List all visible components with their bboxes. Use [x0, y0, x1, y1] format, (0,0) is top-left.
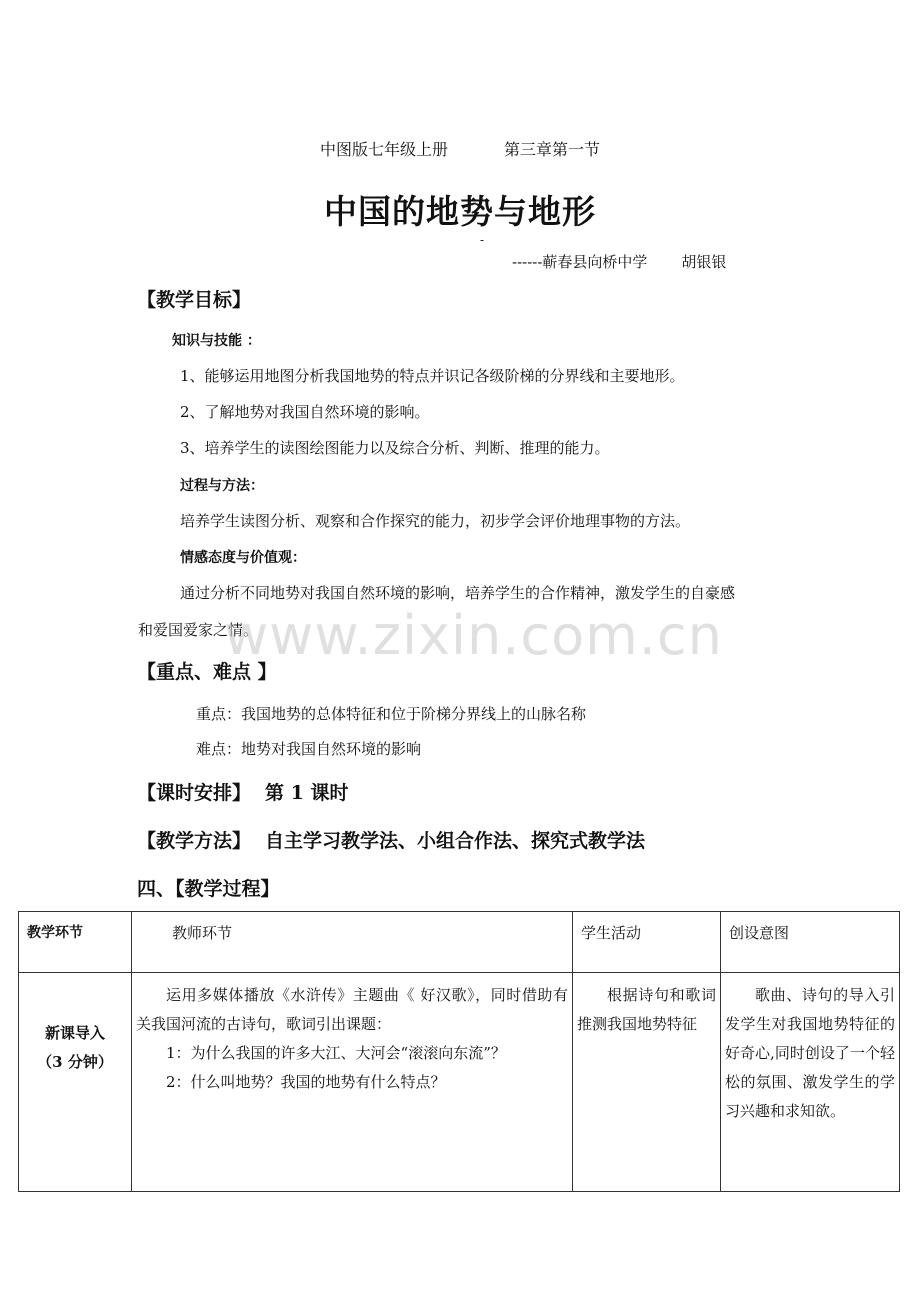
author-name: 胡银银 [681, 253, 727, 271]
author-school: ------蕲春县向桥中学 [512, 253, 648, 271]
process-method-heading: 过程与方法： [180, 478, 264, 494]
key-points-heading: 【重点、难点 】 [137, 661, 277, 683]
schedule-value: 第 1 课时 [265, 782, 349, 804]
teacher-question-2: 2：什么叫地势？我国的地势有什么特点？ [166, 1073, 446, 1091]
knowledge-item-3: 3、培养学生的读图绘图能力以及综合分析、判断、推理的能力。 [180, 439, 610, 457]
subtitle-chapter: 第三章第一节 [504, 140, 601, 159]
teacher-intro: 运用多媒体播放《水浒传》主题曲《 好汉歌》，同时借助有关我国河流的古诗句，歌词引出课题： [136, 986, 568, 1033]
table-row [19, 973, 900, 1192]
watermark: www.zixin.com.cn [224, 604, 723, 667]
schedule-heading: 【课时安排】 [137, 782, 252, 804]
process-method-text: 培养学生读图分析、观察和合作探究的能力，初步学会评价地理事物的方法。 [180, 512, 691, 530]
knowledge-item-2: 2、了解地势对我国自然环境的影响。 [180, 403, 430, 421]
emotion-text-line-2: 和爱国爱家之情。 [138, 621, 259, 639]
teacher-cell [132, 973, 573, 1192]
teaching-process-table [18, 911, 900, 1192]
knowledge-item-1: 1、能够运用地图分析我国地势的特点并识记各级阶梯的分界线和主要地形。 [180, 367, 685, 385]
student-cell: 根据诗句和歌词推测我国地势特征 [573, 973, 721, 1192]
teacher-question-1: 1：为什么我国的许多大江、大河会“滚滚向东流”？ [166, 1044, 506, 1062]
methods-value: 自主学习教学法、小组合作法、探究式教学法 [265, 830, 646, 852]
header-intent: 创设意图 [721, 912, 900, 973]
methods-heading: 【教学方法】 [137, 830, 252, 852]
stage-duration: （3 分钟） [37, 1053, 113, 1071]
stage-name: 新课导入 [44, 1024, 105, 1042]
process-heading: 四、【教学过程】 [137, 878, 280, 900]
schedule-line [137, 778, 348, 805]
key-point: 重点：我国地势的总体特征和位于阶梯分界线上的山脉名称 [196, 705, 587, 723]
header-stage: 教学环节 [19, 912, 132, 973]
header-teacher: 教师环节 [132, 912, 573, 973]
methods-line [137, 826, 645, 853]
subtitle-textbook: 中图版七年级上册 [319, 140, 448, 159]
objectives-heading: 【教学目标】 [137, 289, 252, 311]
intent-cell: 歌曲、诗句的导入引发学生对我国地势特征的好奇心,同时创设了一个轻松的氛围、激发学生的学习兴趣和求知欲。 [721, 973, 900, 1192]
author-line [512, 251, 726, 272]
emotion-heading: 情感态度与价值观： [180, 550, 306, 566]
emotion-text-line-1: 通过分析不同地势对我国自然环境的影响，培养学生的合作精神，激发学生的自豪感 [180, 584, 736, 602]
table-header-row [19, 912, 900, 973]
document-title: 中国的地势与地形 [324, 192, 596, 231]
knowledge-heading: 知识与技能 ： [172, 333, 261, 349]
dash-mark: - [480, 233, 485, 247]
header-student: 学生活动 [573, 912, 721, 973]
document-subtitle [0, 137, 920, 160]
difficult-point: 难点：地势对我国自然环境的影响 [196, 740, 422, 758]
stage-cell [19, 973, 132, 1192]
